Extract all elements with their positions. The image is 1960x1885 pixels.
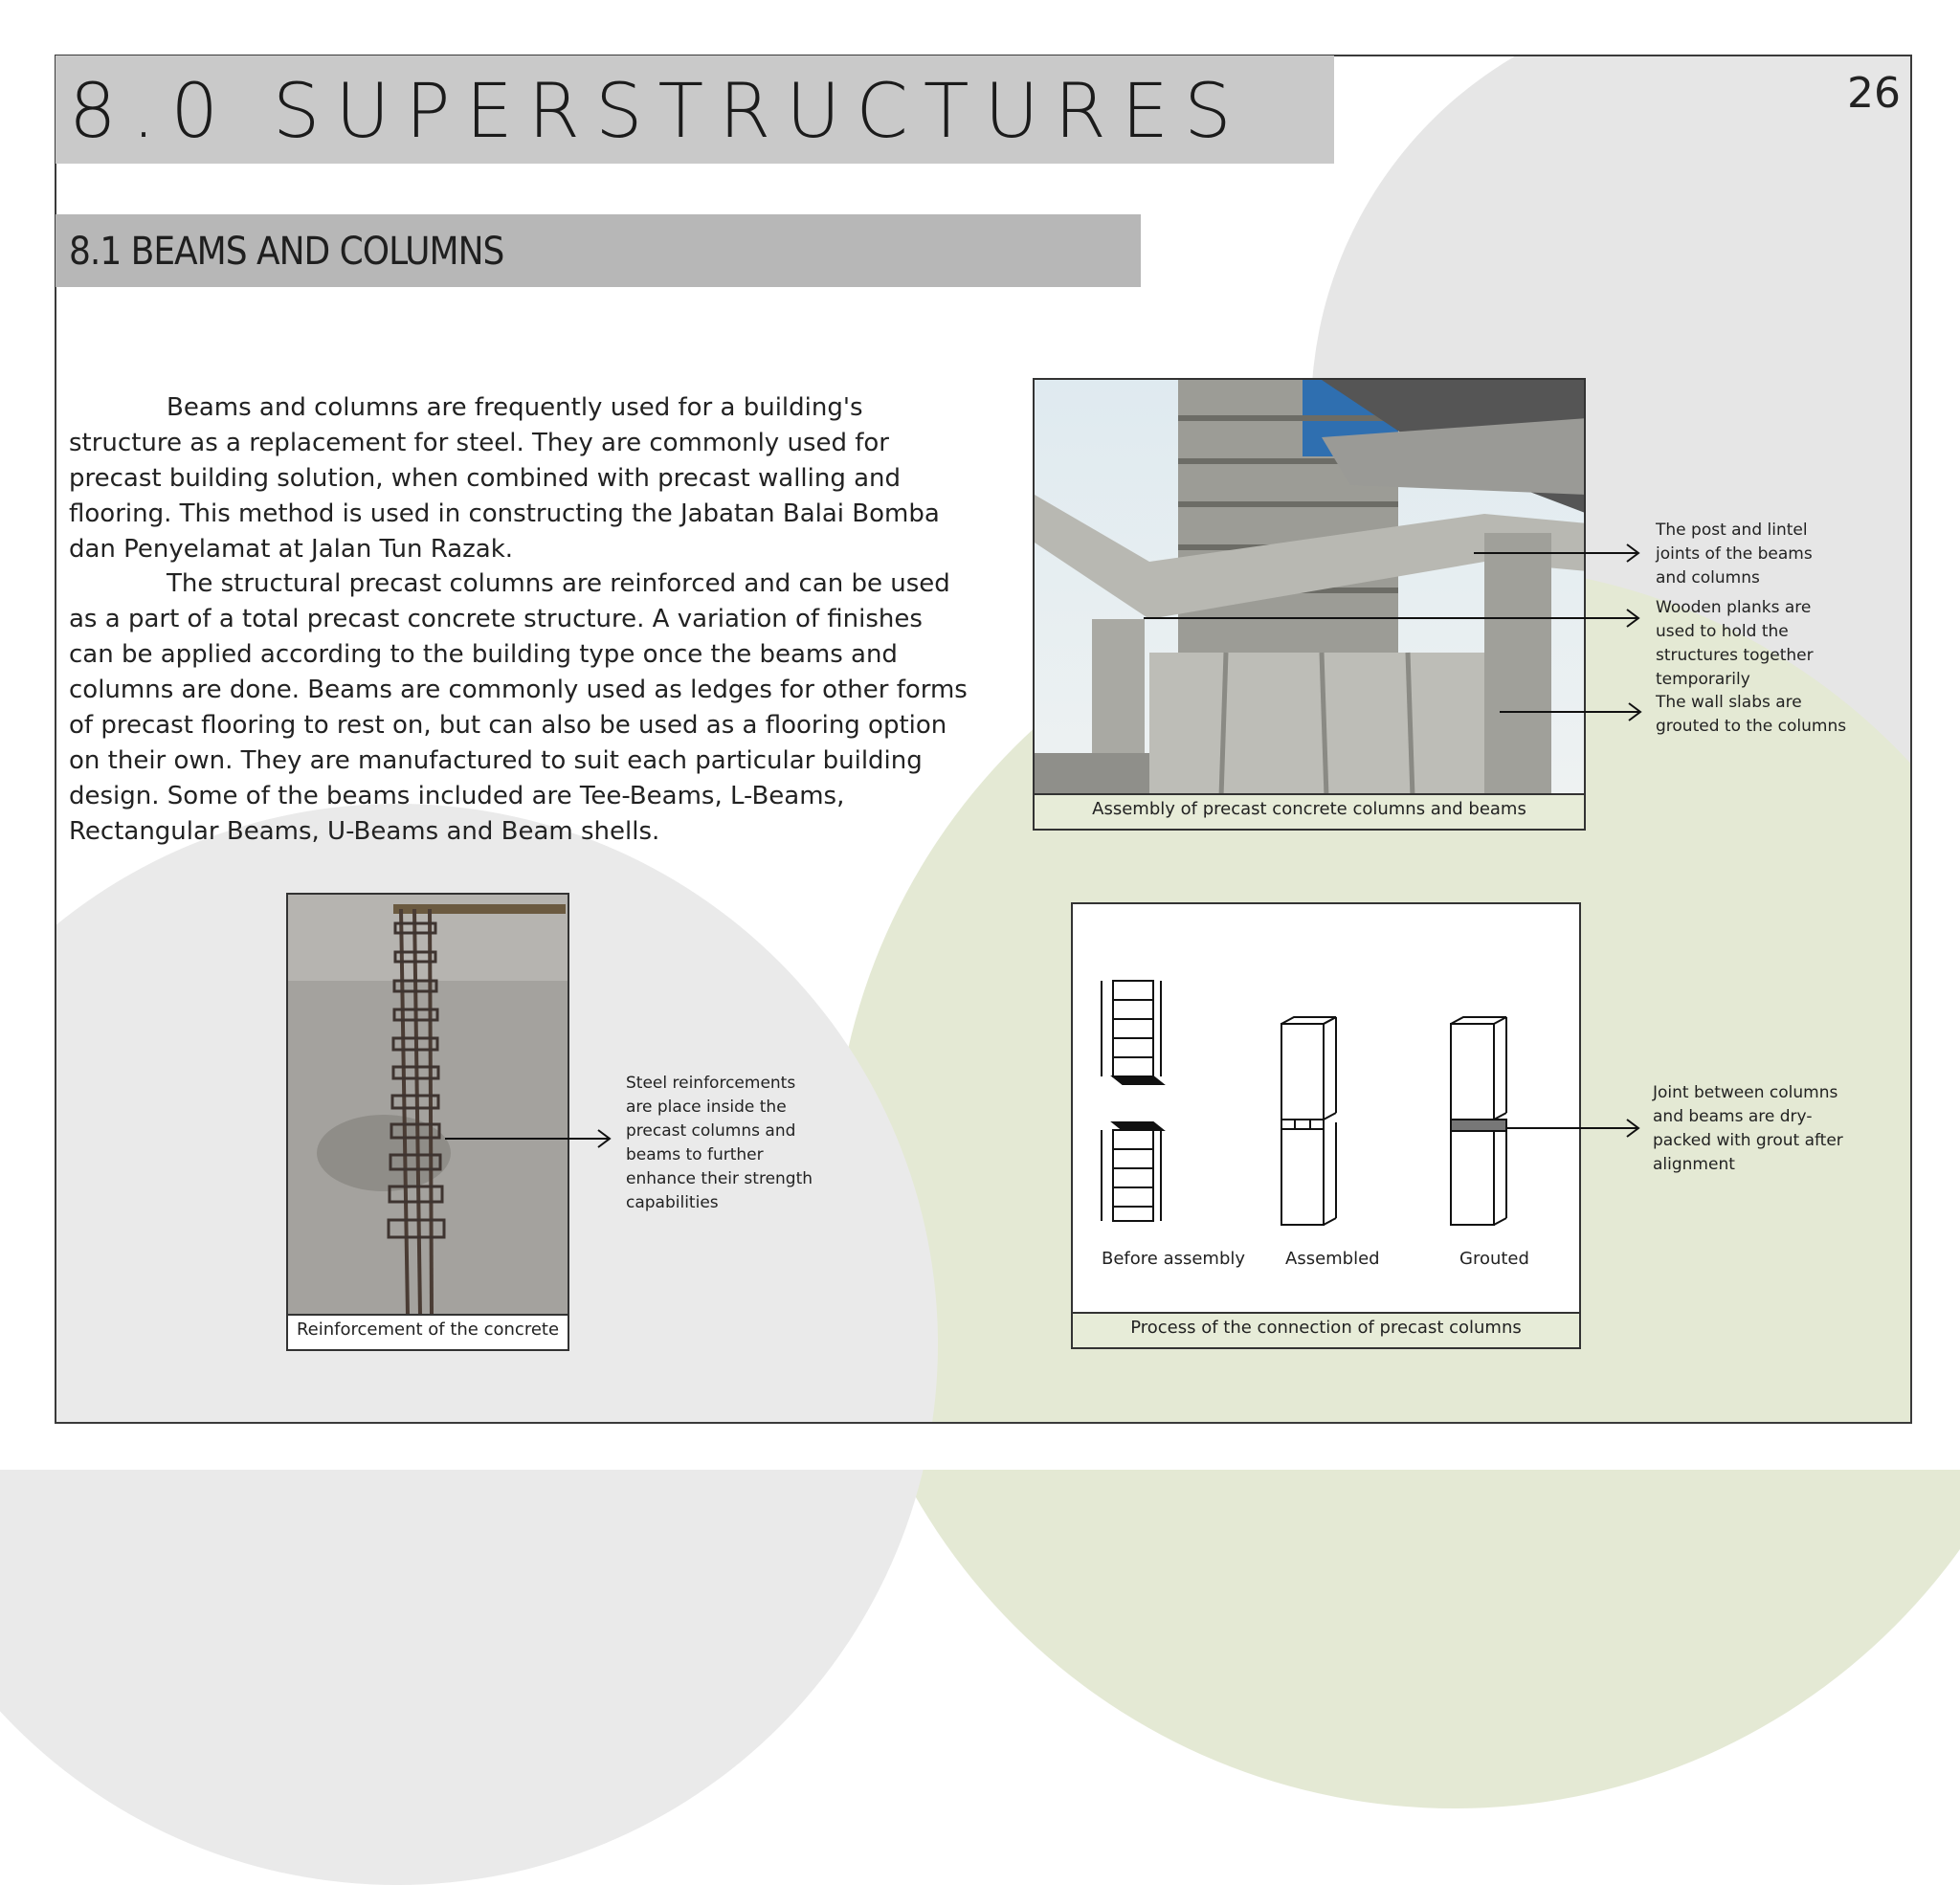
arrow-grout-joint [1507, 1117, 1646, 1140]
note-steel-reinforcements: Steel reinforcements are place inside the precast columns and beams to further enhance their strength capabilities [626, 1074, 813, 1212]
section-subtitle: 8.1 BEAMS AND COLUMNS [69, 230, 504, 274]
label-before-assembly: Before assembly [1102, 1249, 1246, 1269]
assembly-photo-caption: Assembly of precast concrete columns and beams [1033, 793, 1586, 831]
page-bottom-mask [0, 1424, 1960, 1470]
reinforcement-photo [286, 893, 569, 1316]
reinforcement-photo-caption: Reinforcement of the concrete [286, 1314, 569, 1351]
page-top-mask [0, 0, 1960, 55]
note-wooden-planks: Wooden planks are used to hold the structures together temporarily [1656, 598, 1814, 689]
grouted-sketch [1451, 1017, 1506, 1225]
connection-sketch-caption: Process of the connection of precast columns [1071, 1312, 1581, 1349]
page-right-mask [1912, 0, 1960, 1470]
note-wall-slabs: The wall slabs are grouted to the columns [1656, 693, 1847, 736]
precast-structure-image [1035, 380, 1586, 795]
label-grouted: Grouted [1459, 1249, 1529, 1269]
page-number: 26 [1847, 69, 1901, 118]
detail-paragraph: The structural precast columns are reinforced and can be used as a part of a total precast concrete structure. A variation of finishes can be applied according to the building type once the beams and columns are done. Beams are commonly used as ledges for other forms of precast flooring to rest on, but can also be used as a flooring option on their own. They are manufactured to suit each particular building design. Some of the beams included are Tee-Beams, L-Beams, Rectangular Beams, U-Beams and Beam shells. [69, 569, 968, 846]
assembly-photo [1033, 378, 1586, 795]
arrow-joints [1474, 542, 1646, 565]
note-grout-joint: Joint between columns and beams are dry-packed with grout after alignment [1653, 1083, 1843, 1174]
note-post-lintel: The post and lintel joints of the beams and columns [1656, 521, 1813, 588]
intro-paragraph: Beams and columns are frequently used for a building's structure as a replacement for steel. They are commonly used for precast building solution, when combined with precast walling and flooring. This method is used in constructing the Jabatan Balai Bomba dan Penyelamat at Jalan Tun Razak. [69, 393, 940, 564]
arrow-steel-reinforcement [445, 1127, 617, 1150]
arrow-wooden-planks [1144, 607, 1646, 630]
assembled-sketch [1281, 1017, 1336, 1225]
label-assembled: Assembled [1285, 1249, 1380, 1269]
rebar-cage-image [288, 895, 569, 1316]
before-assembly-sketch [1102, 981, 1163, 1221]
connection-sketch [1071, 902, 1581, 1314]
page-left-mask [0, 0, 55, 1470]
arrow-wall-slabs [1500, 700, 1648, 723]
page-title: 8.0 SUPERSTRUCTURES [69, 69, 1247, 155]
